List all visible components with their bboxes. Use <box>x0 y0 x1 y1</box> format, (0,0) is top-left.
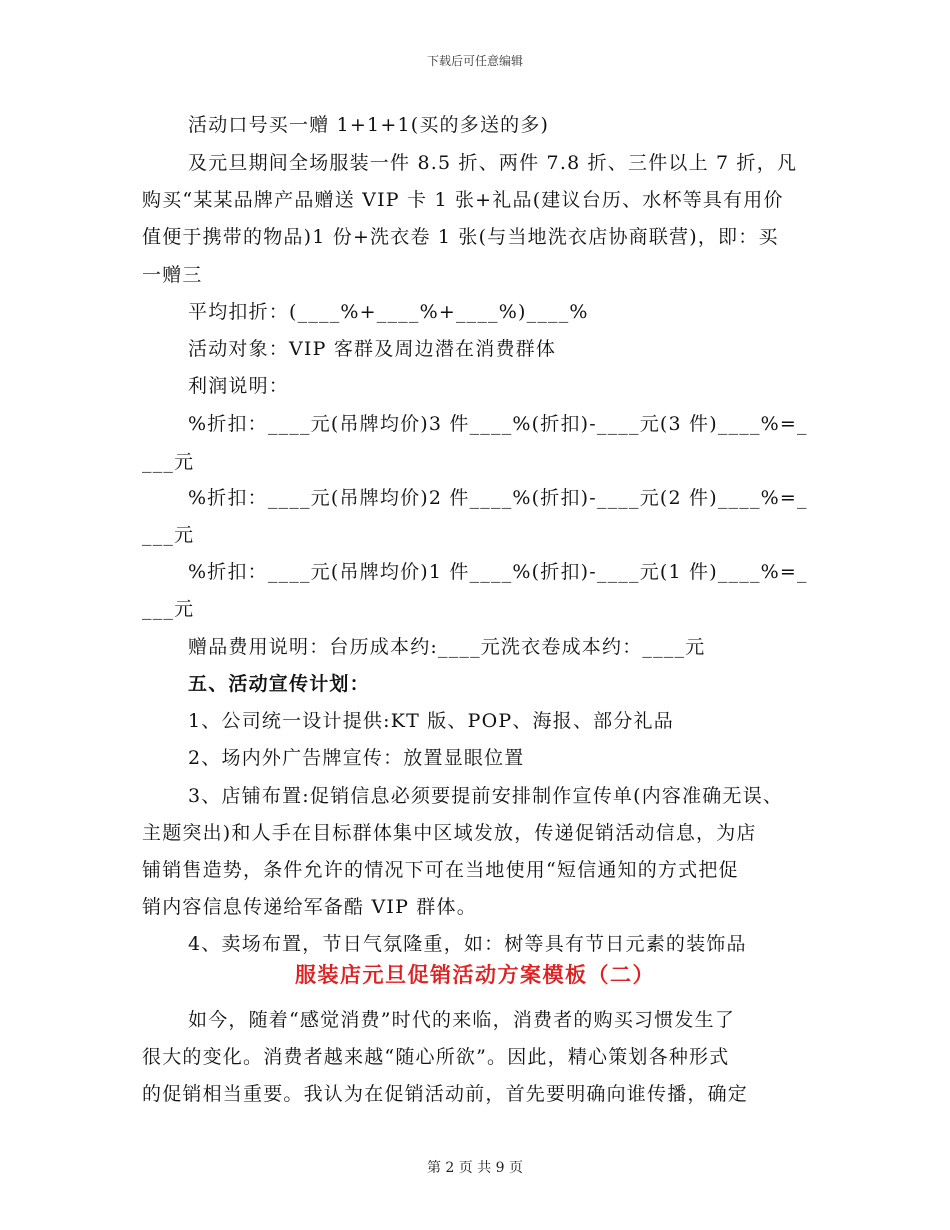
body-line: 值便于携带的物品)1 份+洗衣卷 1 张(与当地洗衣店协商联营)，即：买 <box>142 226 779 248</box>
body-line: 如今，随着“感觉消费”时代的来临，消费者的购买习惯发生了 <box>188 1009 736 1031</box>
body-line: 铺销售造势，条件允许的情况下可在当地使用“短信通知的方式把促 <box>142 859 739 881</box>
list-item: 3、店铺布置:促销信息必须要提前安排制作宣传单(内容准确无误、 <box>188 785 784 807</box>
body-line: 平均扣折：(____%+____%+____%)____% <box>188 301 589 323</box>
body-line: 销内容信息传递给军备酷 VIP 群体。 <box>142 896 477 918</box>
list-item: 1、公司统一设计提供:KT 版、POP、海报、部分礼品 <box>188 710 674 732</box>
body-line: 购买“某某品牌产品赠送 VIP 卡 1 张+礼品(建议台历、水杯等具有用价 <box>142 189 784 211</box>
body-line: %折扣：____元(吊牌均价)3 件____%(折扣)-____元(3 件)____%=_ <box>188 413 808 435</box>
body-line: ___元 <box>142 524 195 546</box>
list-item: 2、场内外广告牌宣传：放置显眼位置 <box>188 747 525 769</box>
body-line: 利润说明： <box>188 375 290 397</box>
body-line: ___元 <box>142 598 195 620</box>
list-item: 4、卖场布置，节日气氛隆重，如：树等具有节日元素的装饰品 <box>188 933 747 955</box>
body-line: 活动对象：VIP 客群及周边潜在消费群体 <box>188 338 557 360</box>
body-line: %折扣：____元(吊牌均价)1 件____%(折扣)-____元(1 件)____%=_ <box>188 561 808 583</box>
section-title: 服装店元旦促销活动方案模板（二） <box>295 962 655 987</box>
page-header: 下载后可任意编辑 <box>426 54 523 68</box>
body-line: 的促销相当重要。我认为在促销活动前，首先要明确向谁传播，确定 <box>142 1083 749 1105</box>
body-line: 主题突出)和人手在目标群体集中区域发放，传递促销活动信息，为店 <box>142 822 757 844</box>
body-line: 很大的变化。消费者越来越“随心所欲”。因此，精心策划各种形式 <box>142 1046 730 1068</box>
body-line: 活动口号买一赠 1+1+1(买的多送的多) <box>188 114 550 136</box>
body-line: %折扣：____元(吊牌均价)2 件____%(折扣)-____元(2 件)____%=_ <box>188 487 808 509</box>
body-line: ___元 <box>142 451 195 473</box>
body-line: 一赠三 <box>142 264 203 286</box>
body-line: 赠品费用说明：台历成本约:____元洗衣卷成本约：____元 <box>188 636 706 658</box>
section-heading: 五、活动宣传计划： <box>188 673 370 695</box>
page-footer: 第 2 页 共 9 页 <box>426 1160 524 1176</box>
body-line: 及元旦期间全场服装一件 8.5 折、两件 7.8 折、三件以上 7 折，凡 <box>188 152 798 174</box>
